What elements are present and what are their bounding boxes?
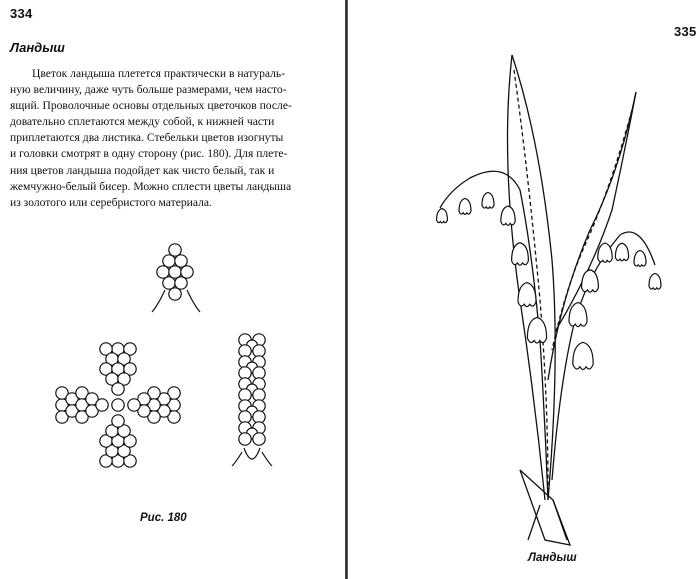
figure-caption: Рис. 180 (140, 512, 187, 524)
bead (112, 383, 124, 395)
bead (163, 255, 175, 267)
right-page (350, 0, 700, 579)
bead (112, 399, 124, 411)
bead (169, 288, 181, 300)
left-page-number: 334 (10, 6, 33, 21)
right-page-number: 335 (674, 24, 697, 39)
paragraph-line: Цветок ландыша плетется практически в натураль- (32, 67, 286, 80)
paragraph-line: и головки смотрят в одну сторону (рис. 180). Для плете- (10, 147, 288, 161)
illustration-caption: Ландыш (528, 552, 577, 564)
bead (239, 433, 251, 445)
bead (169, 266, 181, 278)
bead-diagram-figure (56, 244, 265, 467)
paragraph-line: из золотого или серебристого материала. (10, 195, 212, 209)
bead (169, 244, 181, 256)
paragraph-line: ную величину, даже чуть больше размерами, чем насто- (10, 83, 287, 97)
bead (128, 399, 140, 411)
bead (163, 277, 175, 289)
bead (175, 255, 187, 267)
bead (181, 266, 193, 278)
paragraph-line: ящий. Проволочные основы отдельных цветочков после- (10, 99, 292, 113)
paragraph-line: приплетаются два листика. Стебельки цветов изогнуты (10, 131, 284, 145)
section-title: Ландыш (10, 40, 65, 55)
bead (175, 277, 187, 289)
paragraph-line: ния цветов ландыша подойдет как чисто белый, так и (10, 163, 275, 177)
paragraph-line: довательно сплетаются между собой, к нижней части (10, 115, 275, 129)
bead (253, 433, 265, 445)
bead (157, 266, 169, 278)
bead (96, 399, 108, 411)
paragraph-line: жемчужно-белый бисер. Можно сплести цветы ландыша (10, 179, 292, 193)
bead (112, 415, 124, 427)
